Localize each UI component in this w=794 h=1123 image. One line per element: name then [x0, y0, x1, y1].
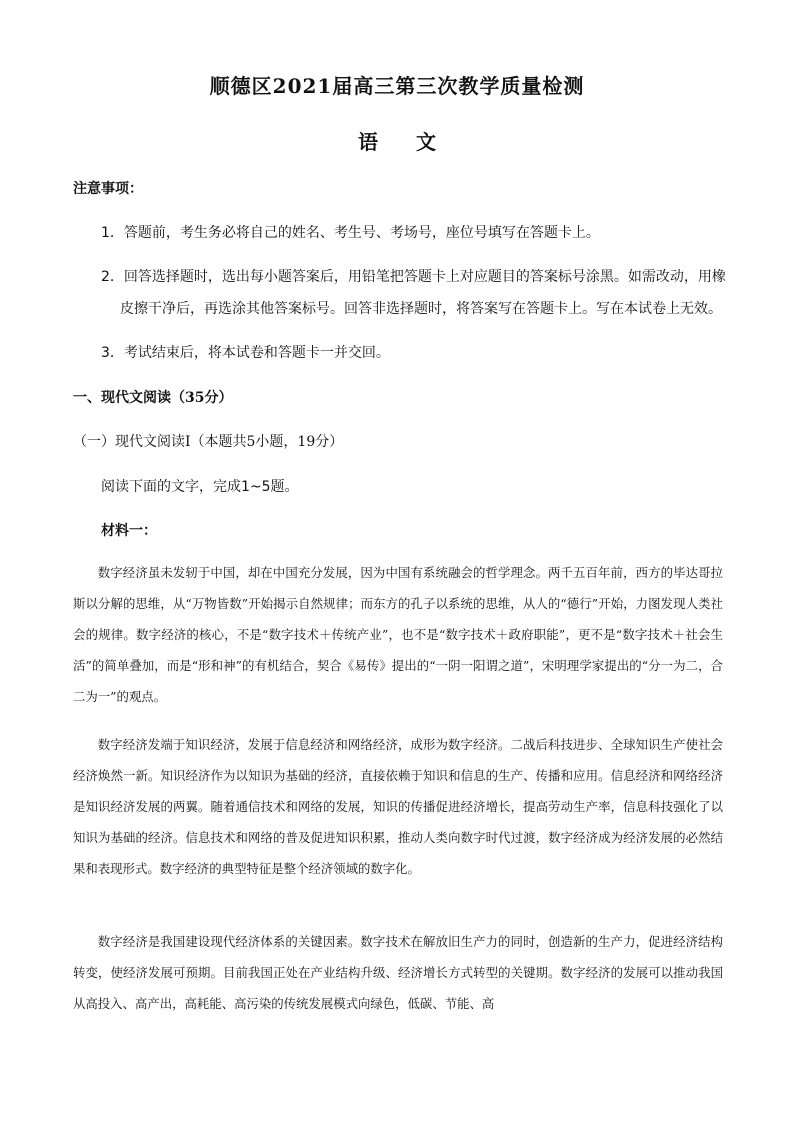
- material-label: 材料一：: [101, 523, 157, 539]
- subject-title: 语文: [358, 130, 474, 154]
- sub-section-heading: （一）现代文阅读Ⅰ（本题共5小题，19分）: [73, 434, 344, 450]
- reading-instruction: 阅读下面的文字，完成1~5题。: [101, 479, 299, 495]
- notice-item-1: 1．答题前，考生务必将自己的姓名、考生号、考场号，座位号填写在答题卡上。: [101, 225, 600, 241]
- paragraph-1: 数字经济虽未发轫于中国，却在中国充分发展，因为中国有系统融会的哲学理念。两千五百年前，西方的毕达哥拉斯以分解的思维，从“万物皆数”开始揭示自然规律；而东方的孔子以系统的思维，从人的“德行”开始，力图发现人类社会的规律。数字经济的核心，不是“数字技术＋传统产业”，也不是“数字技术＋政府职能”，更不是“数字技术＋社会生活”的简单叠加，而是“形和神”的有机结合，契合《易传》提出的“一阴一阳谓之道”，宋明理学家提出的“分一为二，合二为一”的观点。: [73, 565, 723, 704]
- notice-item-2: 2．回答选择题时，选出每小题答案后，用铅笔把答题卡上对应题目的答案标号涂黑。如需改动，用橡: [101, 269, 726, 285]
- notice-heading: 注意事项：: [73, 181, 143, 197]
- notice-item-2-continued: 皮擦干净后，再选涂其他答案标号。回答非选择题时，将答案写在答题卡上。写在本试卷上无效。: [120, 301, 722, 317]
- paragraph-2: 数字经济发端于知识经济，发展于信息经济和网络经济，成形为数字经济。二战后科技进步、全球知识生产使社会经济焕然一新。知识经济作为以知识为基础的经济，直接依赖于知识和信息的生产、传播和应用。信息经济和网络经济是知识经济发展的两翼。随着通信技术和网络的发展，知识的传播促进经济增长，提高劳动生产率，信息科技强化了以知识为基础的经济。信息技术和网络的普及促进知识积累，推动人类向数字时代过渡，数字经济成为经济发展的必然结果和表现形式。数字经济的典型特征是整个经济领域的数字化。: [73, 737, 723, 876]
- paragraph-3: 数字经济是我国建设现代经济体系的关键因素。数字技术在解放旧生产力的同时，创造新的生产力，促进经济结构转变，使经济发展可预期。目前我国正处在产业结构升级、经济增长方式转型的关键期。数字经济的发展可以推动我国从高投入、高产出，高耗能、高污染的传统发展模式向绿色，低碳、节能、高: [73, 934, 723, 1011]
- notice-item-3: 3．考试结束后，将本试卷和答题卡一并交回。: [101, 345, 390, 361]
- section-heading: 一、现代文阅读（35分）: [73, 390, 233, 406]
- document-title: 顺德区2021届高三第三次教学质量检测: [209, 74, 585, 98]
